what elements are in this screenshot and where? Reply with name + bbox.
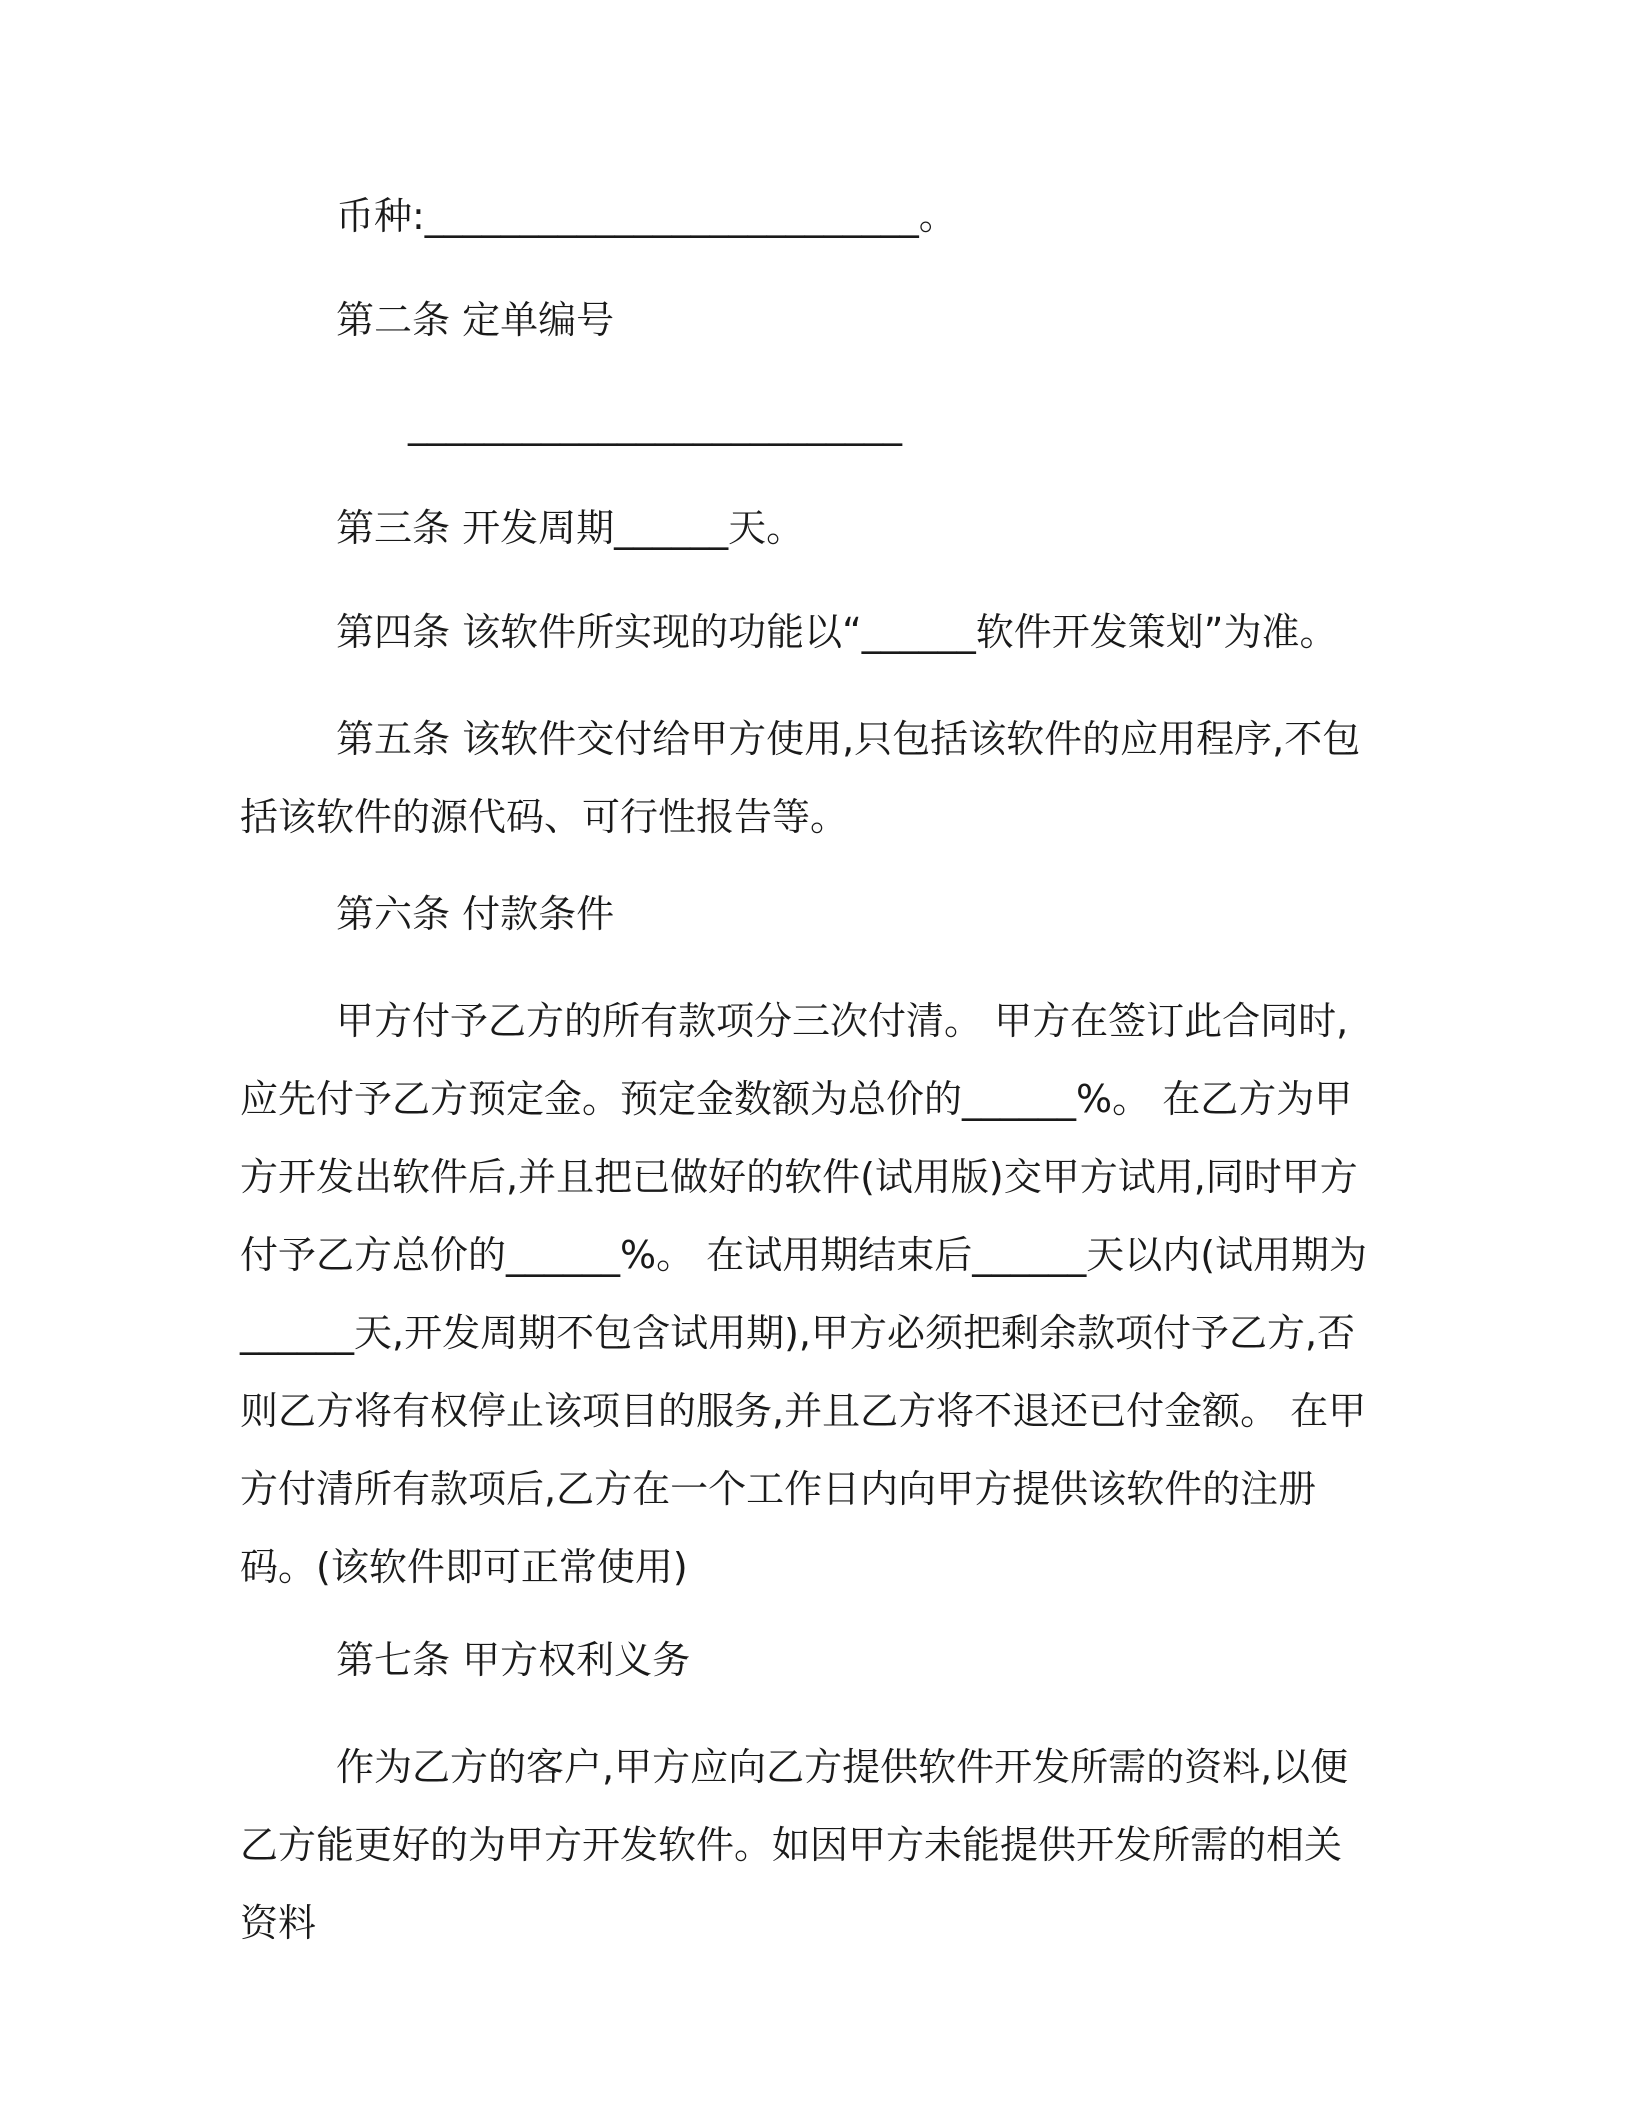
article-3: 第三条 开发周期______天。: [336, 506, 805, 550]
article-7-body: 作为乙方的客户,甲方应向乙方提供软件开发所需的资料,以便乙方能更好的为甲方开发软件。如因甲方未能提供开发所需的相关资料: [240, 1745, 1349, 1945]
article-2-title: 第二条 定单编号: [336, 298, 615, 342]
article-6-title: 第六条 付款条件: [336, 892, 615, 936]
article-5: 第五条 该软件交付给甲方使用,只包括该软件的应用程序,不包括该软件的源代码、可行性报告等。: [240, 717, 1361, 839]
article-6-body: 甲方付予乙方的所有款项分三次付清。 甲方在签订此合同时,应先付予乙方预定金。预定金数额为总价的______%。 在乙方为甲方开发出软件后,并且把已做好的软件(试用版)交甲方试用,同时甲方付予乙方总价的______%。 在试用期结束后______天以内(试用期为______天,开发周期不包含试用期),甲方必须把剩余款项付予乙方,否则乙方将有权停止该项目的服务,并且乙方将不退还已付金额。 在甲方付清所有款项后,乙方在一个工作日内向甲方提供该软件的注册码。(该软件即可正常使用): [240, 999, 1368, 1589]
article-7-title: 第七条 甲方权利义务: [336, 1638, 691, 1682]
currency-line: 币种:__________________________。: [336, 194, 957, 238]
order-number-blank: __________________________: [408, 402, 902, 446]
article-4: 第四条 该软件所实现的功能以“______软件开发策划”为准。: [336, 610, 1338, 654]
